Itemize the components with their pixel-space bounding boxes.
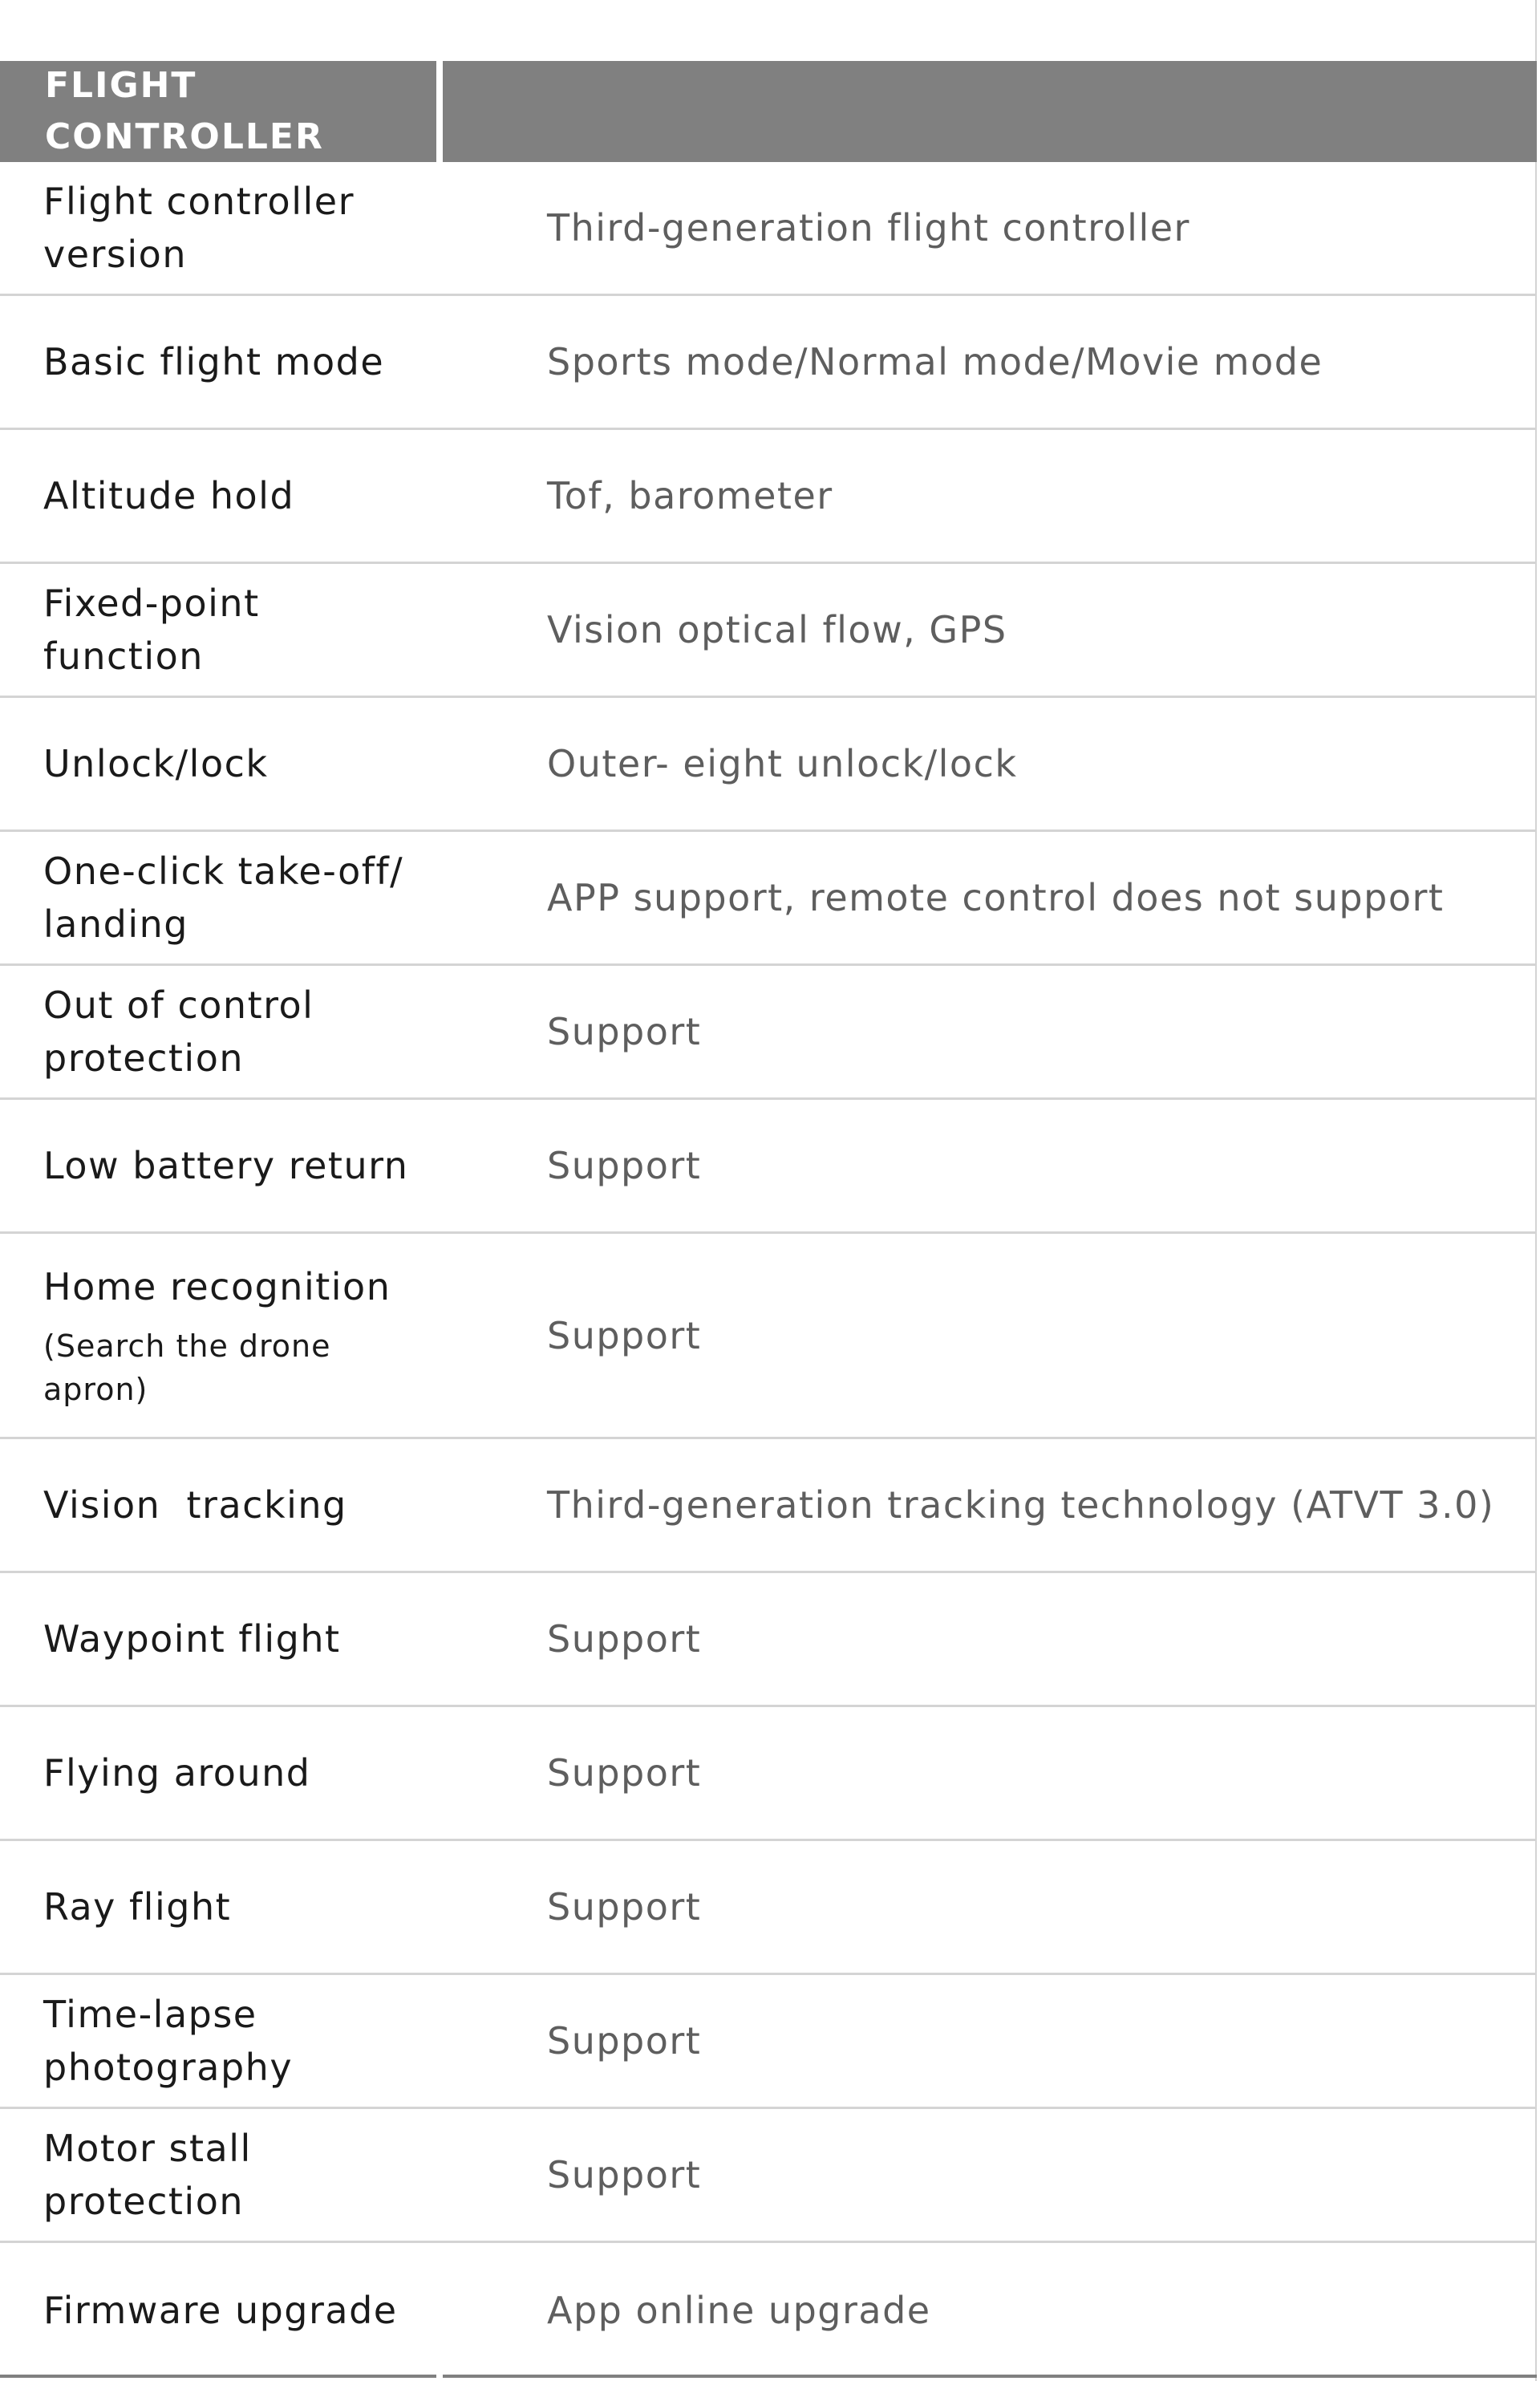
row-value: Third-generation flight controller bbox=[547, 206, 1190, 249]
row-label: Low battery return bbox=[43, 1144, 409, 1187]
row-label: Time-lapse photography bbox=[43, 1993, 294, 2089]
row-label: Vision tracking bbox=[43, 1483, 347, 1527]
row-label-group bbox=[0, 1234, 443, 1437]
row-label: Flying around bbox=[43, 1751, 311, 1795]
row-label: One-click take-off/ landing bbox=[43, 850, 404, 946]
row-label: Out of control protection bbox=[43, 984, 314, 1080]
row-label: Waypoint flight bbox=[43, 1617, 341, 1661]
table-row-firmware-upgrade bbox=[0, 2243, 1537, 2377]
row-label: Altitude hold bbox=[43, 474, 295, 517]
table-row-low-battery-return bbox=[0, 1100, 1537, 1234]
table-row-flying-around bbox=[0, 1707, 1537, 1841]
row-label: Unlock/lock bbox=[43, 742, 269, 785]
row-label: Flight controller version bbox=[43, 180, 355, 276]
row-value: Outer- eight unlock/lock bbox=[547, 742, 1018, 785]
table-row-motor-stall-protection bbox=[0, 2109, 1537, 2243]
row-value: Support bbox=[547, 1144, 702, 1187]
header-fill bbox=[443, 61, 1537, 162]
table-row-basic-flight-mode bbox=[0, 296, 1537, 430]
row-value: Support bbox=[547, 1885, 702, 1929]
header-divider bbox=[436, 61, 443, 162]
table-row-waypoint-flight bbox=[0, 1573, 1537, 1707]
row-value: Sports mode/Normal mode/Movie mode bbox=[547, 340, 1323, 383]
table-row-home-recognition bbox=[0, 1234, 1537, 1439]
row-value: App online upgrade bbox=[547, 2288, 931, 2332]
table-bottom-rule bbox=[0, 2375, 1537, 2378]
row-label: Home recognition bbox=[43, 1264, 391, 1308]
row-value: Support bbox=[547, 1751, 702, 1795]
table-row-flight-controller-version bbox=[0, 162, 1537, 296]
row-sublabel: (Search the drone apron) bbox=[43, 1328, 331, 1407]
row-value: Support bbox=[547, 2153, 702, 2196]
row-value: Vision optical flow, GPS bbox=[547, 608, 1007, 651]
table-bottom-divider-gap bbox=[436, 2373, 443, 2381]
row-value: Support bbox=[547, 1313, 702, 1357]
table-row-one-click-takeoff-landing bbox=[0, 832, 1537, 966]
row-label: Basic flight mode bbox=[43, 340, 385, 383]
row-value: Support bbox=[547, 1617, 702, 1661]
table-row-ray-flight bbox=[0, 1841, 1537, 1975]
row-value: Support bbox=[547, 1010, 702, 1053]
row-label: Firmware upgrade bbox=[43, 2288, 398, 2332]
table-row-altitude-hold bbox=[0, 430, 1537, 564]
table-row-unlock-lock bbox=[0, 698, 1537, 832]
table-row-vision-tracking bbox=[0, 1439, 1537, 1573]
flight-controller-spec-table bbox=[0, 61, 1537, 2377]
table-row-time-lapse-photography bbox=[0, 1975, 1537, 2109]
row-value: Third-generation tracking technology (ATVT 3.0) bbox=[547, 1483, 1495, 1527]
row-label: Fixed-point function bbox=[43, 582, 260, 678]
table-row-fixed-point-function bbox=[0, 564, 1537, 698]
row-value: Support bbox=[547, 2019, 702, 2063]
row-value: Tof, barometer bbox=[547, 474, 833, 517]
section-title: FLIGHT CONTROLLER bbox=[45, 65, 324, 157]
row-label: Motor stall protection bbox=[43, 2127, 252, 2223]
row-label: Ray flight bbox=[43, 1885, 232, 1929]
table-row-out-of-control-protection bbox=[0, 966, 1537, 1100]
row-value: APP support, remote control does not support bbox=[547, 876, 1445, 919]
table-header bbox=[0, 61, 1537, 162]
